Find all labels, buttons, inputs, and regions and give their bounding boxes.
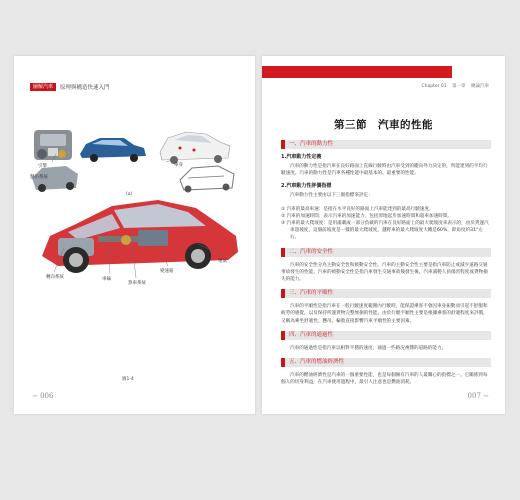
figure-sub-label: (a) [126, 192, 133, 197]
figure-caption: 圖1-4 [122, 377, 134, 382]
subsection-heading: 一、汽車的動力性 [281, 140, 491, 149]
red-header-bar [262, 66, 452, 78]
label-brake: 煞車系統 [128, 281, 146, 286]
paragraph: 汽車動力性主要由以下三個指標來評定： [290, 193, 373, 199]
subsection-heading: 二、汽車的安全性 [281, 248, 491, 257]
car-components-illustration [28, 128, 244, 288]
chapter-cn-label: 第一章 [452, 84, 466, 89]
subheading: 1.汽車動力性定義 [281, 154, 322, 160]
right-running-header [417, 83, 489, 89]
left-page-number: ∽ 006 [32, 392, 54, 400]
paragraph: 汽車的安全性分為主動安全性和被動安全性。汽車的主動安全性主要是指汽車防止或減少道路交通事故發生的性能。汽車的被動安全性是指汽車發生交通事故後發生後，汽車減輕人員傷害程度或貨物損失的能力。 [281, 262, 488, 283]
body-frame-image [180, 166, 234, 193]
left-running-header [30, 82, 110, 92]
label-wheel: 車輪 [102, 277, 111, 282]
criteria-list [281, 206, 491, 242]
label-chassis: 車身 [174, 163, 183, 168]
label-electrical: 電氣 [218, 259, 227, 264]
engine-image [34, 130, 72, 160]
section-content [281, 140, 491, 392]
paragraph: 汽車的平順性是指汽車在一般行駛速度範圍內行駛時，能保證乘客不會因車身振動而引起不舒服和疲勞的感覺，以及保持所運貨物完整無損的性能。由於行駛平順性主要是根據乘客的舒適程度來評價，又稱為乘坐舒適性。懸吊、輪胎直接影響汽車平順性的主要因素。 [281, 304, 488, 324]
paragraph: 汽車的燃油經濟性是汽車的一個重要性能，也是每個擁有汽車的人最關心的指標之一。它關係到每個人的切身利益，在汽車使用過程中，最引人注意也是燃油消耗。 [281, 373, 488, 386]
subsection-heading: 四、汽車的通過性 [281, 331, 491, 340]
blue-car-image [80, 138, 146, 162]
subheading: 2.汽車動力性評價指標 [281, 183, 332, 190]
subsection-heading: 五、汽車的燃油經濟性 [281, 358, 491, 367]
car-components-drawing [28, 128, 244, 288]
left-page [14, 56, 255, 414]
label-steering: 轉向系統 [46, 275, 64, 280]
book-title: 原理與構造快速入門 [60, 85, 110, 91]
list-item: ① 汽車的最高車速：是指在水平良好的路面上汽車能達到的最高行駛速度。 [281, 206, 434, 212]
red-cutaway-car-image [42, 200, 238, 273]
label-transmission: 變速箱 [160, 269, 174, 274]
paragraph: 汽車的動力性是指汽車在良好路面上直線行駛時由汽車受到的縱向外力決定的，所能達到的平均行駛速度。汽車的動力性是汽車各種性能中最基本的、最重要的性能。 [281, 164, 488, 177]
right-page [262, 56, 505, 414]
book-series-badge: 圖解汽車 [30, 83, 56, 91]
list-item: ② 汽車的加速時間：表示汽車的加速能力，包括原地起步加速時間和超車加速時間。 [281, 213, 452, 219]
subsection-heading: 三、汽車的平順性 [281, 289, 491, 298]
right-page-number: 007 ∼ [467, 392, 489, 400]
list-item: ③ 汽車的最大爬坡度：是用滿載或一部分負載的汽車在良好路面上的最大爬坡度來表示的，由於貨運汽車超坡度，這個前坡度是一樣的最大爬坡度，越野車的最大爬坡度大概是60%，即角度約31°左右。 [281, 221, 489, 241]
chapter-label: Chapter 01 [421, 84, 447, 89]
label-suspension: 懸吊系統 [30, 175, 48, 180]
section-title: 第三節 汽車的性能 [334, 119, 433, 131]
chapter-title: 總論汽車 [471, 84, 489, 89]
paragraph: 汽車的通過性是指汽車以相對平穩的速度，通過一些路況複雜的道路的能力。 [290, 345, 447, 351]
label-engine: 引擎 [38, 164, 47, 169]
white-car-frame-image [160, 132, 230, 164]
